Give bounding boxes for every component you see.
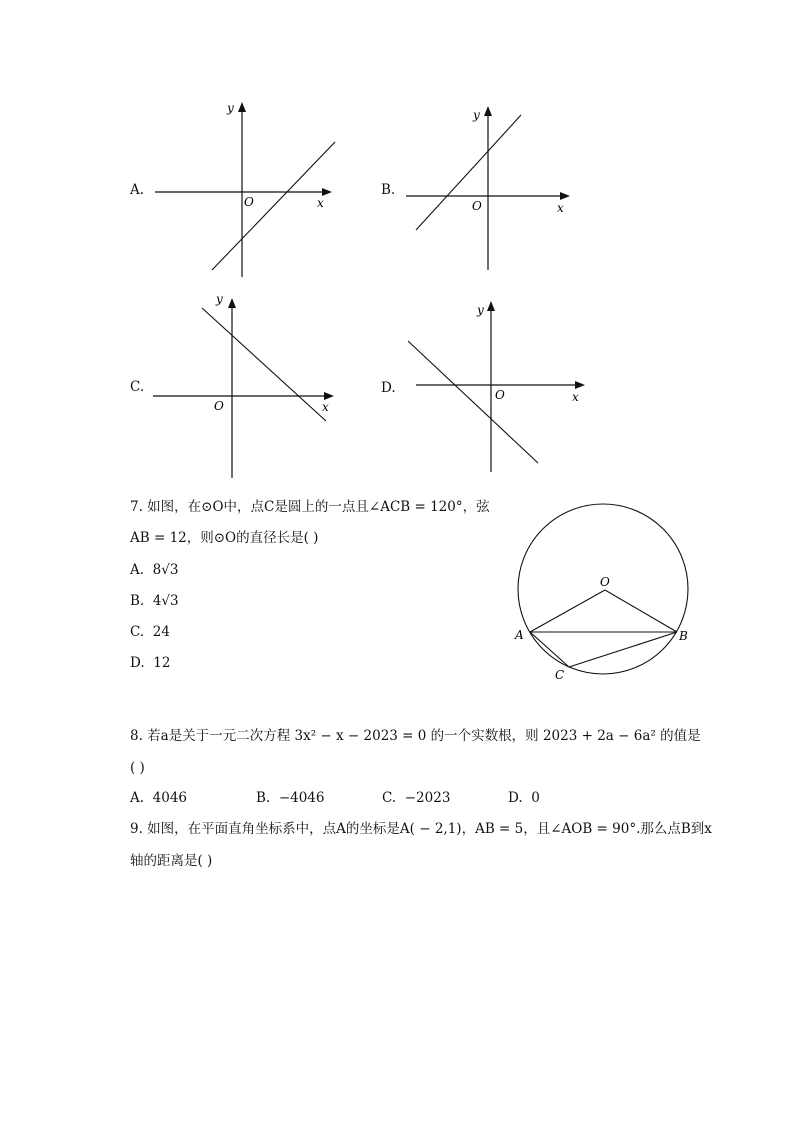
q6-option-c — [130, 290, 350, 480]
point-o-label: O — [600, 575, 610, 589]
q6-option-label: C. — [130, 379, 145, 395]
origin-label: O — [495, 388, 505, 402]
option-value: 24 — [152, 624, 170, 640]
x-axis-label: x — [317, 196, 324, 210]
q8-stem-line2: ( ) — [130, 760, 145, 776]
option-value: 0 — [531, 790, 540, 806]
q6-graph-b — [381, 100, 591, 275]
q7-option-a — [130, 561, 178, 579]
option-value: −2023 — [404, 790, 451, 806]
q8-option-c — [382, 789, 450, 807]
x-axis-label: x — [322, 400, 329, 414]
option-value: 8√3 — [152, 562, 179, 578]
y-axis-label: y — [227, 101, 234, 115]
y-axis-label: y — [216, 292, 223, 306]
point-a-label: A — [515, 628, 524, 642]
x-axis-label: x — [572, 390, 579, 404]
q6-option-b — [381, 100, 591, 275]
q9-stem-line2: 轴的距离是( ) — [130, 853, 213, 869]
q6-graph-c — [130, 290, 350, 480]
q6-option-a — [130, 95, 350, 280]
q7-circle-figure — [505, 497, 705, 687]
q6-option-d — [381, 295, 596, 475]
option-value: 12 — [153, 655, 171, 671]
q6-option-label: B. — [381, 182, 396, 198]
option-label: D. — [130, 655, 145, 671]
q7-stem-line2: AB = 12，则⊙O的直径长是( ) — [130, 530, 319, 546]
x-axis-label: x — [557, 201, 564, 215]
q9-stem-line1: 9. 如图，在平面直角坐标系中，点A的坐标是A( − 2,1)，AB = 5，且∠AOB = 90°.那么点B到x — [130, 821, 712, 837]
origin-label: O — [214, 399, 224, 413]
option-label: A. — [130, 562, 145, 578]
option-value: 4046 — [152, 790, 187, 806]
q6-graph-a — [130, 95, 350, 280]
q8-stem-line1: 8. 若a是关于一元二次方程 3x² − x − 2023 = 0 的一个实数根，则 2023 + 2a − 6a² 的值是 — [130, 728, 701, 744]
q8-option-d — [508, 789, 540, 807]
q8-option-b — [256, 789, 324, 807]
option-label: A. — [130, 790, 145, 806]
option-label: C. — [130, 624, 145, 640]
q7-option-c — [130, 623, 170, 641]
point-b-label: B — [679, 629, 688, 643]
q7-option-b — [130, 592, 179, 610]
q8-option-a — [130, 789, 187, 807]
option-value: 4√3 — [152, 593, 179, 609]
q6-option-label: D. — [381, 380, 396, 396]
option-label: D. — [508, 790, 523, 806]
q6-graph-d — [381, 295, 596, 475]
point-c-label: C — [555, 668, 565, 682]
origin-label: O — [244, 195, 254, 209]
origin-label: O — [472, 199, 482, 213]
y-axis-label: y — [473, 108, 480, 122]
q6-option-label: A. — [130, 182, 145, 198]
y-axis-label: y — [477, 303, 484, 317]
option-label: C. — [382, 790, 397, 806]
option-value: −4046 — [278, 790, 325, 806]
option-label: B. — [130, 593, 145, 609]
q7-stem-line1: 7. 如图，在⊙O中，点C是圆上的一点且∠ACB = 120°，弦 — [130, 499, 490, 515]
q7-option-d — [130, 654, 170, 672]
option-label: B. — [256, 790, 271, 806]
